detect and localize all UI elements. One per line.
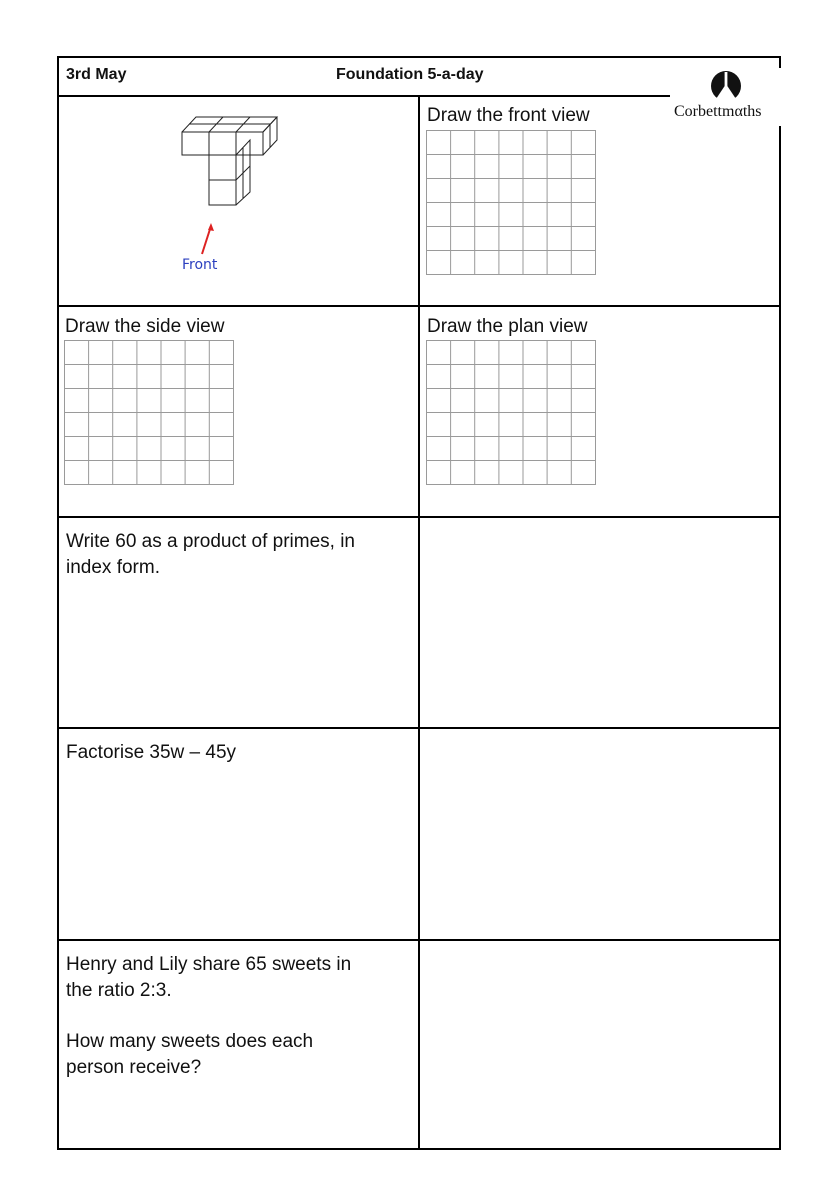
answer-area-factorise[interactable] [420, 729, 779, 939]
front-label: Front [182, 257, 218, 273]
front-direction-arrow-icon [198, 222, 218, 256]
question-factorise-line1: Factorise 35w – 45y [66, 742, 237, 763]
front-view-grid[interactable] [426, 130, 597, 276]
row-divider-1 [57, 305, 781, 307]
answer-area-primes[interactable] [420, 518, 779, 727]
question-ratio-line4: person receive? [66, 1057, 202, 1078]
front-view-label: Draw the front view [427, 105, 590, 126]
cube-solid-diagram [176, 110, 286, 210]
question-primes [66, 529, 355, 581]
question-ratio-line1: Henry and Lily share 65 sweets in [66, 954, 352, 975]
side-view-label: Draw the side view [65, 316, 225, 337]
question-factorise [66, 740, 236, 766]
corbettmaths-logo-icon [708, 68, 744, 104]
question-ratio-line2: the ratio 2:3. [66, 980, 172, 1001]
plan-view-grid[interactable] [426, 340, 597, 486]
plan-view-label: Draw the plan view [427, 316, 588, 337]
logo-text: Corbettmαths [674, 103, 762, 120]
question-primes-line1: Write 60 as a product of primes, in [66, 531, 355, 552]
worksheet-title: Foundation 5-a-day [336, 66, 484, 83]
worksheet-date: 3rd May [66, 66, 127, 83]
question-ratio-line3: How many sweets does each [66, 1031, 314, 1052]
side-view-grid[interactable] [64, 340, 235, 486]
question-primes-line2: index form. [66, 557, 160, 578]
question-ratio [66, 952, 351, 1081]
answer-area-ratio[interactable] [420, 941, 779, 1148]
